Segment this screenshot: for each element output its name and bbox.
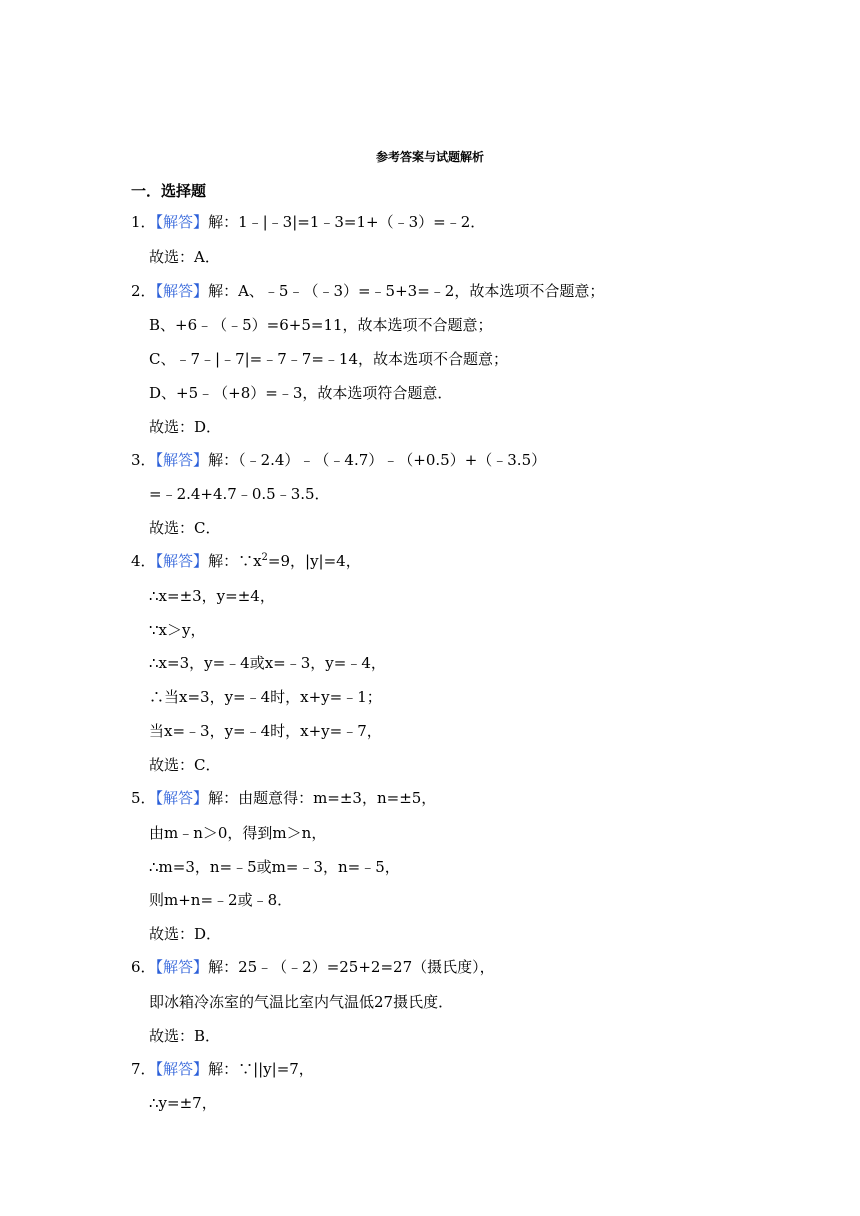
question-4-line-7: 故选：C． [149, 756, 221, 774]
question-2-line-4: D、+5﹣（+8）=﹣3，故本选项符合题意． [149, 384, 453, 402]
question-3-line-2: =﹣2.4+4.7﹣0.5﹣3.5． [149, 485, 330, 503]
question-5-line-5: 故选：D． [149, 925, 222, 943]
question-5-line-1: 5．【解答】解：由题意得：m=±3，n=±5， [131, 789, 437, 807]
question-2-line-5: 故选：D． [149, 418, 222, 436]
page-title: 参考答案与试题解析 [375, 150, 484, 164]
answer-tag: 【解答】 [155, 213, 209, 231]
question-4-line-6: 当x=﹣3，y=﹣4时，x+y=﹣7， [149, 722, 382, 740]
answer-tag: 【解答】 [155, 282, 209, 300]
question-2-line-2: B、+6﹣（﹣5）=6+5=11，故本选项不合题意； [149, 316, 493, 334]
question-6-line-2: 即冰箱冷冻室的气温比室内气温低27摄氏度． [149, 993, 454, 1011]
question-2-line-1: 2．【解答】解：A、﹣5﹣（﹣3）=﹣5+3=﹣2，故本选项不合题意； [131, 282, 605, 300]
question-1-line-2: 故选：A． [149, 248, 220, 266]
question-4-line-3: ∵x＞y， [149, 621, 206, 639]
question-4-line-2: ∴x=±3，y=±4， [149, 587, 275, 605]
question-6-line-3: 故选：B． [149, 1027, 221, 1045]
question-5-line-2: 由m﹣n＞0，得到m＞n， [149, 824, 327, 842]
question-5-line-4: 则m+n=﹣2或﹣8． [149, 891, 293, 909]
question-7-line-1: 7．【解答】解：∵||y|=7， [131, 1060, 314, 1078]
answer-tag: 【解答】 [155, 1060, 209, 1078]
question-4-line-4: ∴x=3，y=﹣4或x=﹣3，y=﹣4， [149, 654, 386, 672]
question-4-line-1: 4．【解答】解：$\because x^2=9$，|y|=4， [131, 552, 361, 570]
question-3-line-3: 故选：C． [149, 519, 221, 537]
question-6-line-1: 6．【解答】解：25﹣（﹣2）=25+2=27（摄氏度）， [131, 958, 495, 976]
question-2-line-3: C、﹣7﹣|﹣7|=﹣7﹣7=﹣14，故本选项不合题意； [149, 350, 508, 368]
question-5-line-3: ∴m=3，n=﹣5或m=﹣3，n=﹣5， [149, 858, 400, 876]
answer-tag: 【解答】 [155, 451, 209, 469]
section-heading: 一．选择题 [131, 182, 207, 200]
question-7-line-2: ∴y=±7， [149, 1094, 217, 1112]
answer-tag: 【解答】 [155, 789, 209, 807]
question-3-line-1: 3．【解答】解：（﹣2.4）﹣（﹣4.7）﹣（+0.5）+（﹣3.5） [131, 451, 547, 469]
question-1-line-1: 1．【解答】解：1﹣|﹣3|=1﹣3=1+（﹣3）=﹣2． [131, 213, 486, 231]
question-4-line-5: ∴当x=3，y=﹣4时，x+y=﹣1； [149, 688, 382, 706]
answer-tag: 【解答】 [155, 552, 209, 570]
answer-tag: 【解答】 [155, 958, 209, 976]
